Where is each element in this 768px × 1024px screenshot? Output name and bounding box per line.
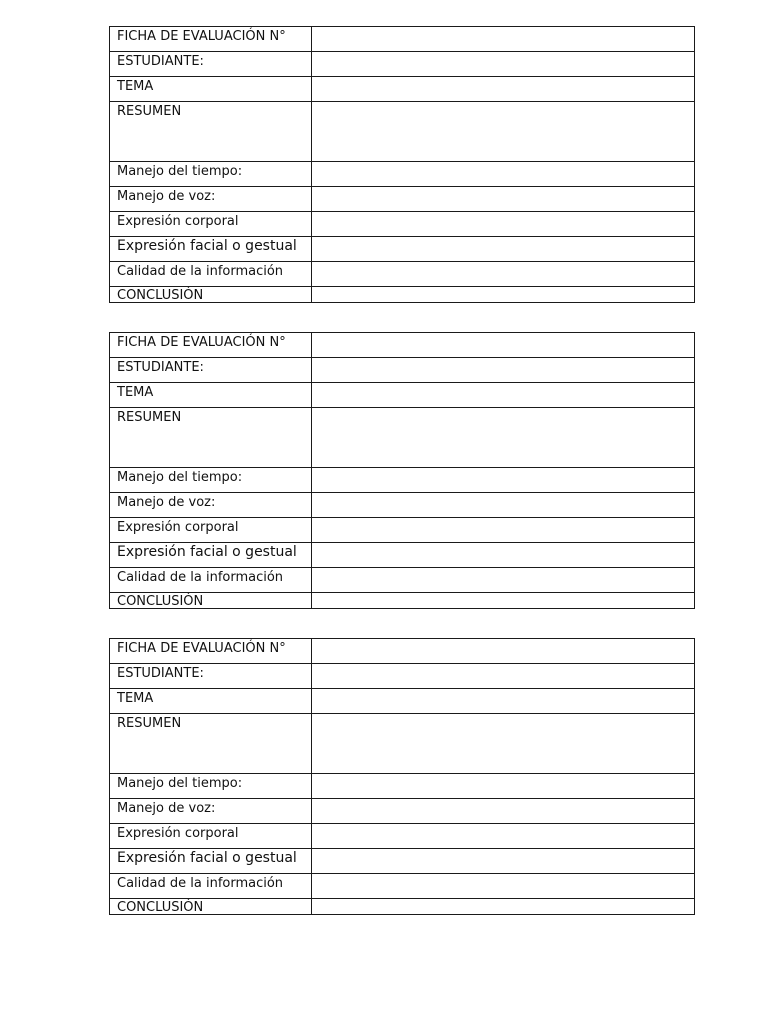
form-row-student [110,52,695,77]
field-facial-expression[interactable] [312,237,695,262]
field-information-quality[interactable] [312,874,695,899]
label-conclusion: CONCLUSIÓN [110,287,312,303]
label-voice: Manejo de voz: [110,493,312,518]
field-conclusion[interactable] [312,287,695,303]
label-student: ESTUDIANTE: [110,358,312,383]
field-ficha-number[interactable] [312,333,695,358]
form-row-body-expression [110,824,695,849]
form-row-facial-expression [110,543,695,568]
form-row-conclusion [110,899,695,915]
label-facial-expression: Expresión facial o gestual [110,543,312,568]
field-ficha-number[interactable] [312,639,695,664]
form-row-topic [110,383,695,408]
form-row-summary [110,714,695,774]
field-topic[interactable] [312,77,695,102]
field-information-quality[interactable] [312,262,695,287]
field-voice[interactable] [312,187,695,212]
form-row-ficha-number [110,639,695,664]
label-ficha-number: FICHA DE EVALUACIÓN N° [110,639,312,664]
form-row-time-management [110,468,695,493]
label-summary: RESUMEN [110,714,312,774]
field-time-management[interactable] [312,162,695,187]
field-summary[interactable] [312,102,695,162]
form-row-facial-expression [110,849,695,874]
form-row-time-management [110,774,695,799]
label-ficha-number: FICHA DE EVALUACIÓN N° [110,333,312,358]
field-topic[interactable] [312,383,695,408]
label-facial-expression: Expresión facial o gestual [110,237,312,262]
field-student[interactable] [312,664,695,689]
field-body-expression[interactable] [312,518,695,543]
field-student[interactable] [312,52,695,77]
field-summary[interactable] [312,714,695,774]
label-conclusion: CONCLUSIÓN [110,593,312,609]
form-row-voice [110,187,695,212]
label-topic: TEMA [110,77,312,102]
label-topic: TEMA [110,383,312,408]
field-body-expression[interactable] [312,824,695,849]
field-voice[interactable] [312,799,695,824]
field-body-expression[interactable] [312,212,695,237]
label-facial-expression: Expresión facial o gestual [110,849,312,874]
label-body-expression: Expresión corporal [110,212,312,237]
field-conclusion[interactable] [312,593,695,609]
form-row-student [110,358,695,383]
label-conclusion: CONCLUSIÓN [110,899,312,915]
field-student[interactable] [312,358,695,383]
form-row-conclusion [110,287,695,303]
form-row-facial-expression [110,237,695,262]
label-time-management: Manejo del tiempo: [110,162,312,187]
label-body-expression: Expresión corporal [110,518,312,543]
field-time-management[interactable] [312,468,695,493]
label-ficha-number: FICHA DE EVALUACIÓN N° [110,27,312,52]
field-voice[interactable] [312,493,695,518]
form-row-body-expression [110,518,695,543]
label-information-quality: Calidad de la información [110,262,312,287]
label-time-management: Manejo del tiempo: [110,468,312,493]
field-time-management[interactable] [312,774,695,799]
form-row-time-management [110,162,695,187]
field-facial-expression[interactable] [312,543,695,568]
label-topic: TEMA [110,689,312,714]
field-facial-expression[interactable] [312,849,695,874]
label-summary: RESUMEN [110,408,312,468]
label-information-quality: Calidad de la información [110,568,312,593]
form-row-student [110,664,695,689]
label-body-expression: Expresión corporal [110,824,312,849]
label-summary: RESUMEN [110,102,312,162]
form-row-summary [110,408,695,468]
field-topic[interactable] [312,689,695,714]
label-time-management: Manejo del tiempo: [110,774,312,799]
label-voice: Manejo de voz: [110,187,312,212]
label-information-quality: Calidad de la información [110,874,312,899]
form-row-topic [110,689,695,714]
evaluation-form-3 [109,638,695,915]
form-row-topic [110,77,695,102]
label-student: ESTUDIANTE: [110,664,312,689]
field-information-quality[interactable] [312,568,695,593]
form-row-information-quality [110,568,695,593]
form-row-voice [110,799,695,824]
form-row-ficha-number [110,333,695,358]
field-conclusion[interactable] [312,899,695,915]
label-student: ESTUDIANTE: [110,52,312,77]
form-row-ficha-number [110,27,695,52]
form-row-information-quality [110,874,695,899]
field-ficha-number[interactable] [312,27,695,52]
evaluation-form-2 [109,332,695,609]
form-row-summary [110,102,695,162]
label-voice: Manejo de voz: [110,799,312,824]
form-row-voice [110,493,695,518]
form-row-conclusion [110,593,695,609]
form-row-information-quality [110,262,695,287]
form-row-body-expression [110,212,695,237]
evaluation-form-1 [109,26,695,303]
field-summary[interactable] [312,408,695,468]
